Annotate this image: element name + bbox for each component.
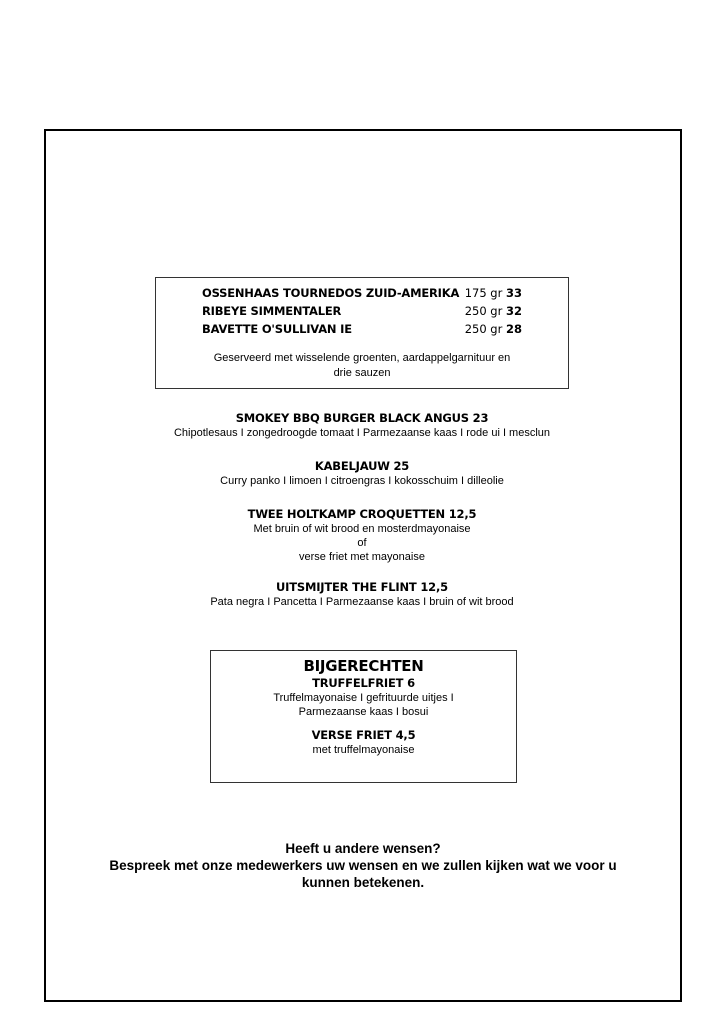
dish-kabeljauw [0,458,724,488]
steak-name: BAVETTE O'SULLIVAN IE [202,322,352,336]
steak-price: 33 [505,286,522,300]
dish-title: SMOKEY BBQ BURGER BLACK ANGUS 23 [235,411,489,425]
steak-price: 32 [505,304,522,318]
side-title: VERSE FRIET 4,5 [311,728,416,742]
dish-title: KABELJAUW 25 [314,459,410,473]
dish-description: Met bruin of wit brood en mosterdmayonaise [253,523,471,535]
dish-title: TWEE HOLTKAMP CROQUETTEN 12,5 [247,507,477,521]
steak-name: RIBEYE SIMMENTALER [202,304,342,318]
sides-heading: BIJGERECHTEN [303,657,424,675]
steak-serving-note: Geserveerd met wisselende groenten, aardappelgarnituur en drie sauzen [213,352,511,379]
dish-description: verse friet met mayonaise [299,551,425,563]
dish-uitsmijter [0,579,724,609]
side-description: Truffelmayonaise I gefrituurde uitjes I [273,692,454,704]
dish-description: Curry panko I limoen I citroengras I kokosschuim I dilleolie [220,475,504,487]
sides-section [210,650,517,783]
steak-item [202,302,522,320]
dish-burger [0,410,724,440]
side-description: Parmezaanse kaas I bosui [298,706,429,718]
steak-section [155,277,569,389]
steak-weight: 250 gr [464,322,503,336]
dish-croquetten [0,506,724,564]
steak-name: OSSENHAAS TOURNEDOS ZUID-AMERIKA [202,286,460,300]
steak-item [202,320,522,338]
side-description: met truffelmayonaise [312,744,415,756]
dish-description: of [357,537,367,549]
steak-weight: 175 gr [464,286,503,300]
dish-description: Pata negra I Pancetta I Parmezaanse kaas I bruin of wit brood [210,596,514,608]
steak-weight: 250 gr [464,304,503,318]
side-title: TRUFFELFRIET 6 [312,676,415,690]
dish-description: Chipotlesaus I zongedroogde tomaat I Parmezaanse kaas I rode ui I mesclun [173,427,551,439]
dish-title: UITSMIJTER THE FLINT 12,5 [276,580,448,594]
steak-price: 28 [505,322,522,336]
footer-note: Heeft u andere wensen? Bespreek met onze medewerkers uw wensen en we zullen kijken wat we voor u kunnen betekenen. [109,841,617,890]
steak-item [202,284,522,302]
